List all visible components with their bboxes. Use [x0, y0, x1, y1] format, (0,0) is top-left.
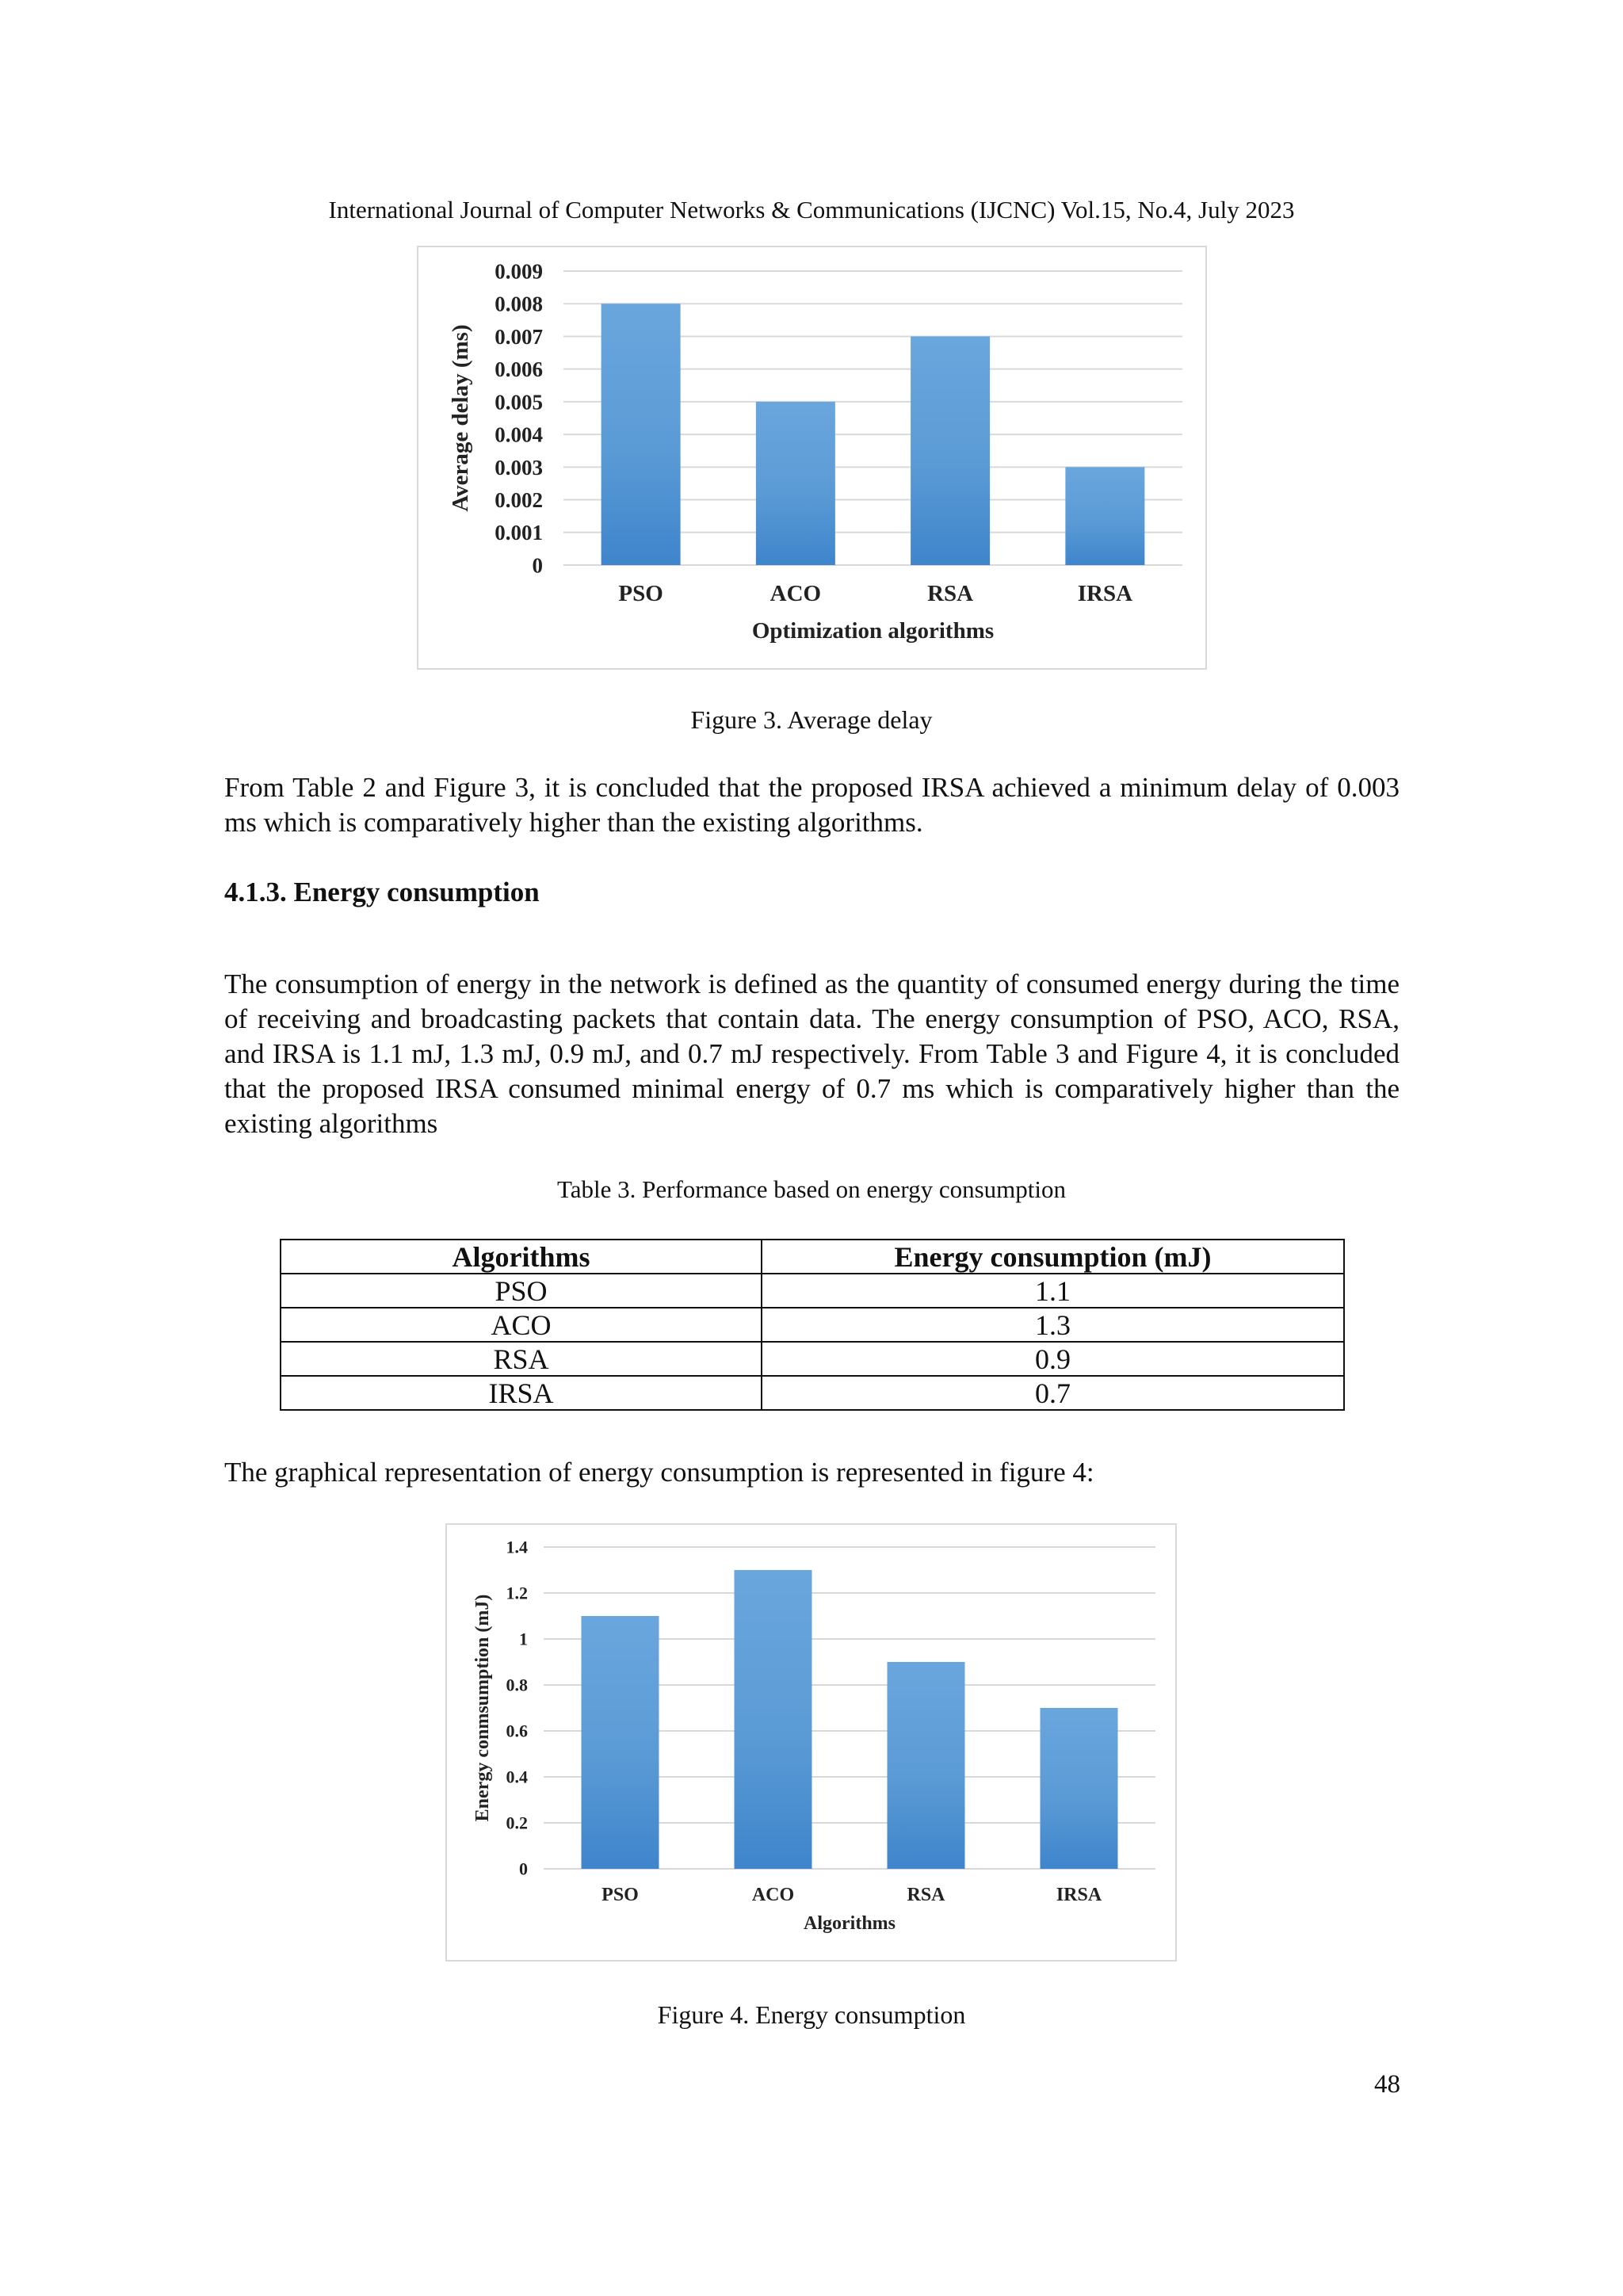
- table-row: [281, 1308, 1344, 1342]
- table-row: [281, 1342, 1344, 1376]
- y-tick-label: 0.6: [506, 1721, 528, 1741]
- y-tick-label: 1.4: [506, 1537, 528, 1557]
- x-category-label: IRSA: [1056, 1885, 1102, 1905]
- table-cell-energy: 0.9: [762, 1342, 1344, 1376]
- y-tick-label: 0.004: [495, 422, 543, 447]
- table-cell-energy: 1.1: [762, 1274, 1344, 1308]
- table-cell-algorithm: IRSA: [281, 1376, 762, 1410]
- bar-rsa: [911, 336, 990, 565]
- y-tick-label: 0.4: [506, 1767, 528, 1787]
- y-tick-label: 0.003: [495, 455, 543, 479]
- x-category-label: ACO: [769, 581, 822, 606]
- page-number: 48: [1374, 2070, 1400, 2099]
- section-heading: 4.1.3. Energy consumption: [224, 877, 540, 907]
- paragraph-graph-intro: The graphical representation of energy consumption is represented in figure 4:: [224, 1457, 1094, 1488]
- bar-irsa: [1041, 1708, 1118, 1869]
- figure3-caption: Figure 3. Average delay: [690, 705, 933, 734]
- bar-rsa: [888, 1662, 965, 1869]
- paragraph-energy-definition: The consumption of energy in the network is defined as the quantity of consumed energy during the time of receiving and broadcasting packets that contain data. The energy consumption of PSO, ACO, RSA, and IRSA is 1.1 mJ, 1.3 mJ, 0.9 mJ, and 0.7 mJ respectively. From Table 3 and Figure 4, it is concluded that the proposed IRSA consumed minimal energy of 0.7 ms which is comparatively higher than the existing algorithms: [224, 968, 1400, 1139]
- y-tick-label: 0: [519, 1859, 528, 1879]
- journal-header: International Journal of Computer Networks & Communications (IJCNC) Vol.15, No.4, July 2023: [328, 196, 1295, 223]
- y-tick-label: 0.002: [495, 488, 543, 513]
- y-tick-label: 1: [519, 1629, 528, 1649]
- x-axis-title: Optimization algorithms: [751, 618, 995, 644]
- bar-aco: [735, 1570, 812, 1869]
- bar-pso: [601, 304, 681, 565]
- figure4-caption: Figure 4. Energy consumption: [657, 2000, 966, 2029]
- table-cell-algorithm: RSA: [281, 1342, 762, 1376]
- table-cell-energy: 0.7: [762, 1376, 1344, 1410]
- y-tick-label: 0.2: [506, 1813, 528, 1833]
- y-axis-title: Average delay (ms): [448, 324, 473, 512]
- y-tick-label: 0.8: [506, 1675, 528, 1695]
- figure3-plot: [418, 247, 1209, 671]
- y-tick-label: 0: [532, 553, 543, 578]
- table-row: [281, 1376, 1344, 1410]
- table-cell-algorithm: ACO: [281, 1308, 762, 1342]
- table-header-energy: Energy consumption (mJ): [762, 1240, 1344, 1274]
- y-tick-label: 1.2: [506, 1583, 528, 1603]
- y-tick-label: 0.006: [495, 357, 543, 382]
- table-header-row: [281, 1240, 1344, 1274]
- x-category-label: RSA: [907, 1885, 945, 1905]
- bar-pso: [582, 1616, 659, 1869]
- y-tick-label: 0.008: [495, 292, 543, 316]
- y-tick-label: 0.001: [495, 521, 543, 545]
- figure4-chart: [445, 1523, 1177, 1962]
- x-category-label: IRSA: [1077, 581, 1133, 606]
- table-row: [281, 1274, 1344, 1308]
- y-axis-title: Energy conmsumption (mJ): [472, 1594, 493, 1822]
- paragraph-delay-conclusion: From Table 2 and Figure 3, it is concluded that the proposed IRSA achieved a minimum delay of 0.003 ms which is comparatively higher than the existing algorithms.: [224, 772, 1400, 838]
- x-axis-title: Algorithms: [804, 1913, 896, 1934]
- table3: [280, 1239, 1345, 1411]
- x-category-label: RSA: [927, 581, 974, 606]
- y-tick-label: 0.005: [495, 390, 543, 415]
- bar-irsa: [1065, 467, 1144, 565]
- y-tick-label: 0.007: [495, 324, 543, 349]
- figure4-plot: [447, 1525, 1178, 1963]
- figure3-chart: [417, 246, 1207, 670]
- table-header-algorithms: Algorithms: [281, 1240, 762, 1274]
- y-tick-label: 0.009: [495, 259, 543, 284]
- x-category-label: PSO: [601, 1885, 639, 1905]
- x-category-label: ACO: [751, 1885, 795, 1905]
- table-cell-energy: 1.3: [762, 1308, 1344, 1342]
- table3-caption: Table 3. Performance based on energy consumption: [556, 1175, 1067, 1203]
- bar-aco: [756, 402, 835, 565]
- table-cell-algorithm: PSO: [281, 1274, 762, 1308]
- x-category-label: PSO: [618, 581, 663, 606]
